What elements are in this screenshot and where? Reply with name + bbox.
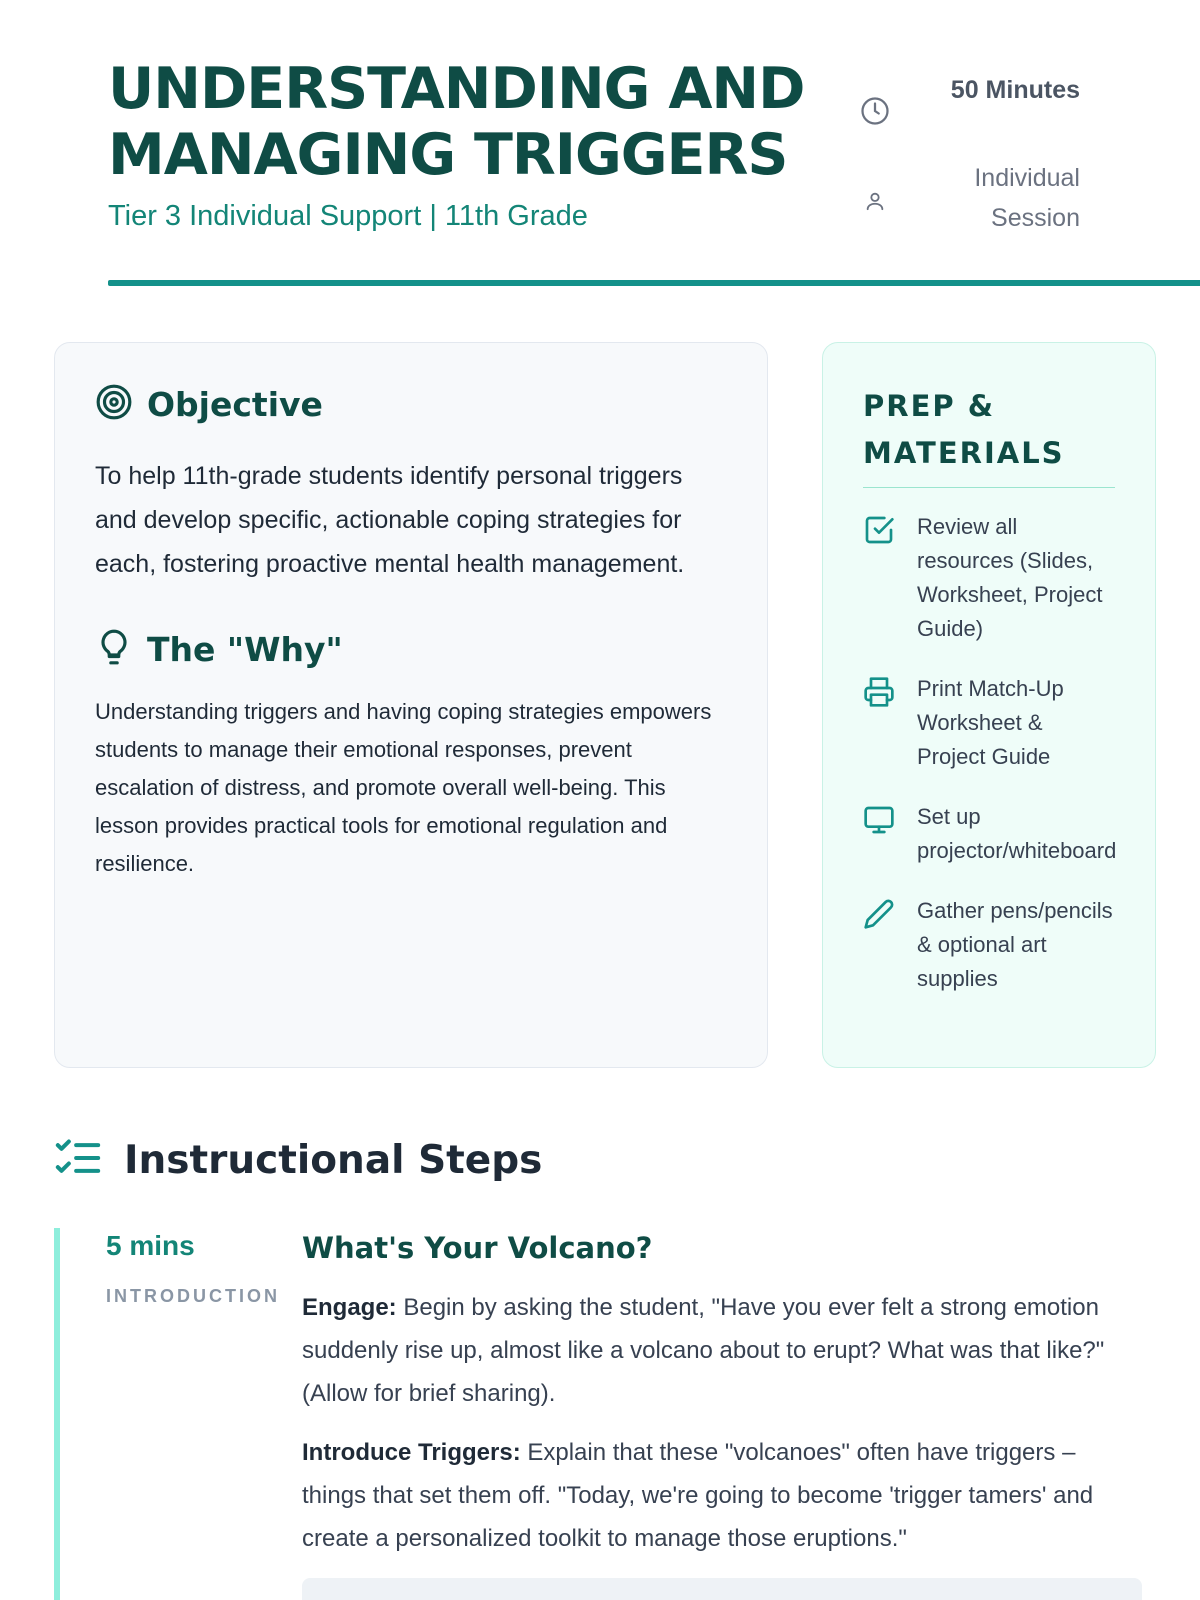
step-paragraph-engage — [302, 1286, 1142, 1415]
step-phase: INTRODUCTION — [106, 1286, 280, 1306]
step-paragraph-label: Engage: — [302, 1294, 397, 1321]
checklist-icon — [54, 1136, 102, 1185]
prep-item — [863, 894, 1115, 996]
why-heading — [95, 628, 727, 671]
prep-item — [863, 672, 1115, 774]
page-subtitle: Tier 3 Individual Support | 11th Grade — [108, 200, 588, 232]
step-introduction — [54, 1228, 1156, 1600]
objective-text: To help 11th-grade students identify personal triggers and develop specific, actionable coping strategies for each, fostering proactive mental health management. — [95, 462, 685, 578]
prep-title: PREP & MATERIALS — [863, 383, 1115, 488]
prep-list — [863, 510, 1115, 996]
why-text: Understanding triggers and having coping strategies empowers students to manage their emotional responses, prevent escalation of distress, and promote overall well-being. This lesson provides practical tools for emotional regulation and resilience. — [95, 699, 712, 876]
prep-item-label: Review all resources (Slides, Worksheet, Project Guide) — [917, 514, 1103, 641]
duration-row — [860, 70, 1080, 110]
pencil-icon — [863, 898, 895, 940]
why-title: The "Why" — [147, 630, 343, 669]
steps-heading — [54, 1136, 542, 1185]
clock-icon — [860, 96, 890, 138]
user-icon — [864, 184, 886, 224]
prep-item-label: Set up projector/whiteboard — [917, 804, 1117, 863]
prep-item — [863, 510, 1115, 646]
step-paragraph-triggers — [302, 1431, 1142, 1560]
step-paragraph-label: Introduce Triggers: — [302, 1439, 521, 1466]
prep-materials-card — [822, 342, 1156, 1068]
header — [54, 0, 1156, 288]
session-row — [860, 158, 1080, 238]
objective-heading — [95, 383, 727, 426]
session-text: Individual Session — [974, 164, 1080, 232]
printer-icon — [863, 676, 895, 718]
step-time: 5 mins — [106, 1230, 195, 1261]
duration-text: 50 Minutes — [950, 76, 1080, 104]
prep-item — [863, 800, 1115, 868]
step-body — [302, 1228, 1142, 1600]
steps-title: Instructional Steps — [124, 1138, 543, 1183]
step-paragraph-text: Begin by asking the student, "Have you ever felt a strong emotion suddenly rise up, almost like a volcano about to erupt? What was that like?" (Allow for brief sharing). — [302, 1294, 1105, 1407]
step-title: What's Your Volcano? — [302, 1231, 653, 1265]
header-divider — [108, 280, 1200, 286]
step-note-box — [302, 1578, 1142, 1600]
lightbulb-icon — [95, 628, 133, 671]
checkbox-icon — [863, 514, 895, 556]
objective-card — [54, 342, 768, 1068]
target-icon — [95, 383, 133, 426]
page-title: UNDERSTANDING AND MANAGING TRIGGERS — [108, 56, 805, 188]
step-paragraph-text: Explain that these "volcanoes" often have triggers – things that set them off. "Today, we're going to become 'trigger tamers' and create a personalized toolkit to manage those eruptions." — [302, 1439, 1094, 1552]
monitor-icon — [863, 804, 895, 846]
prep-item-label: Gather pens/pencils & optional art supplies — [917, 898, 1113, 991]
objective-title: Objective — [147, 385, 323, 424]
prep-item-label: Print Match-Up Worksheet & Project Guide — [917, 676, 1064, 769]
